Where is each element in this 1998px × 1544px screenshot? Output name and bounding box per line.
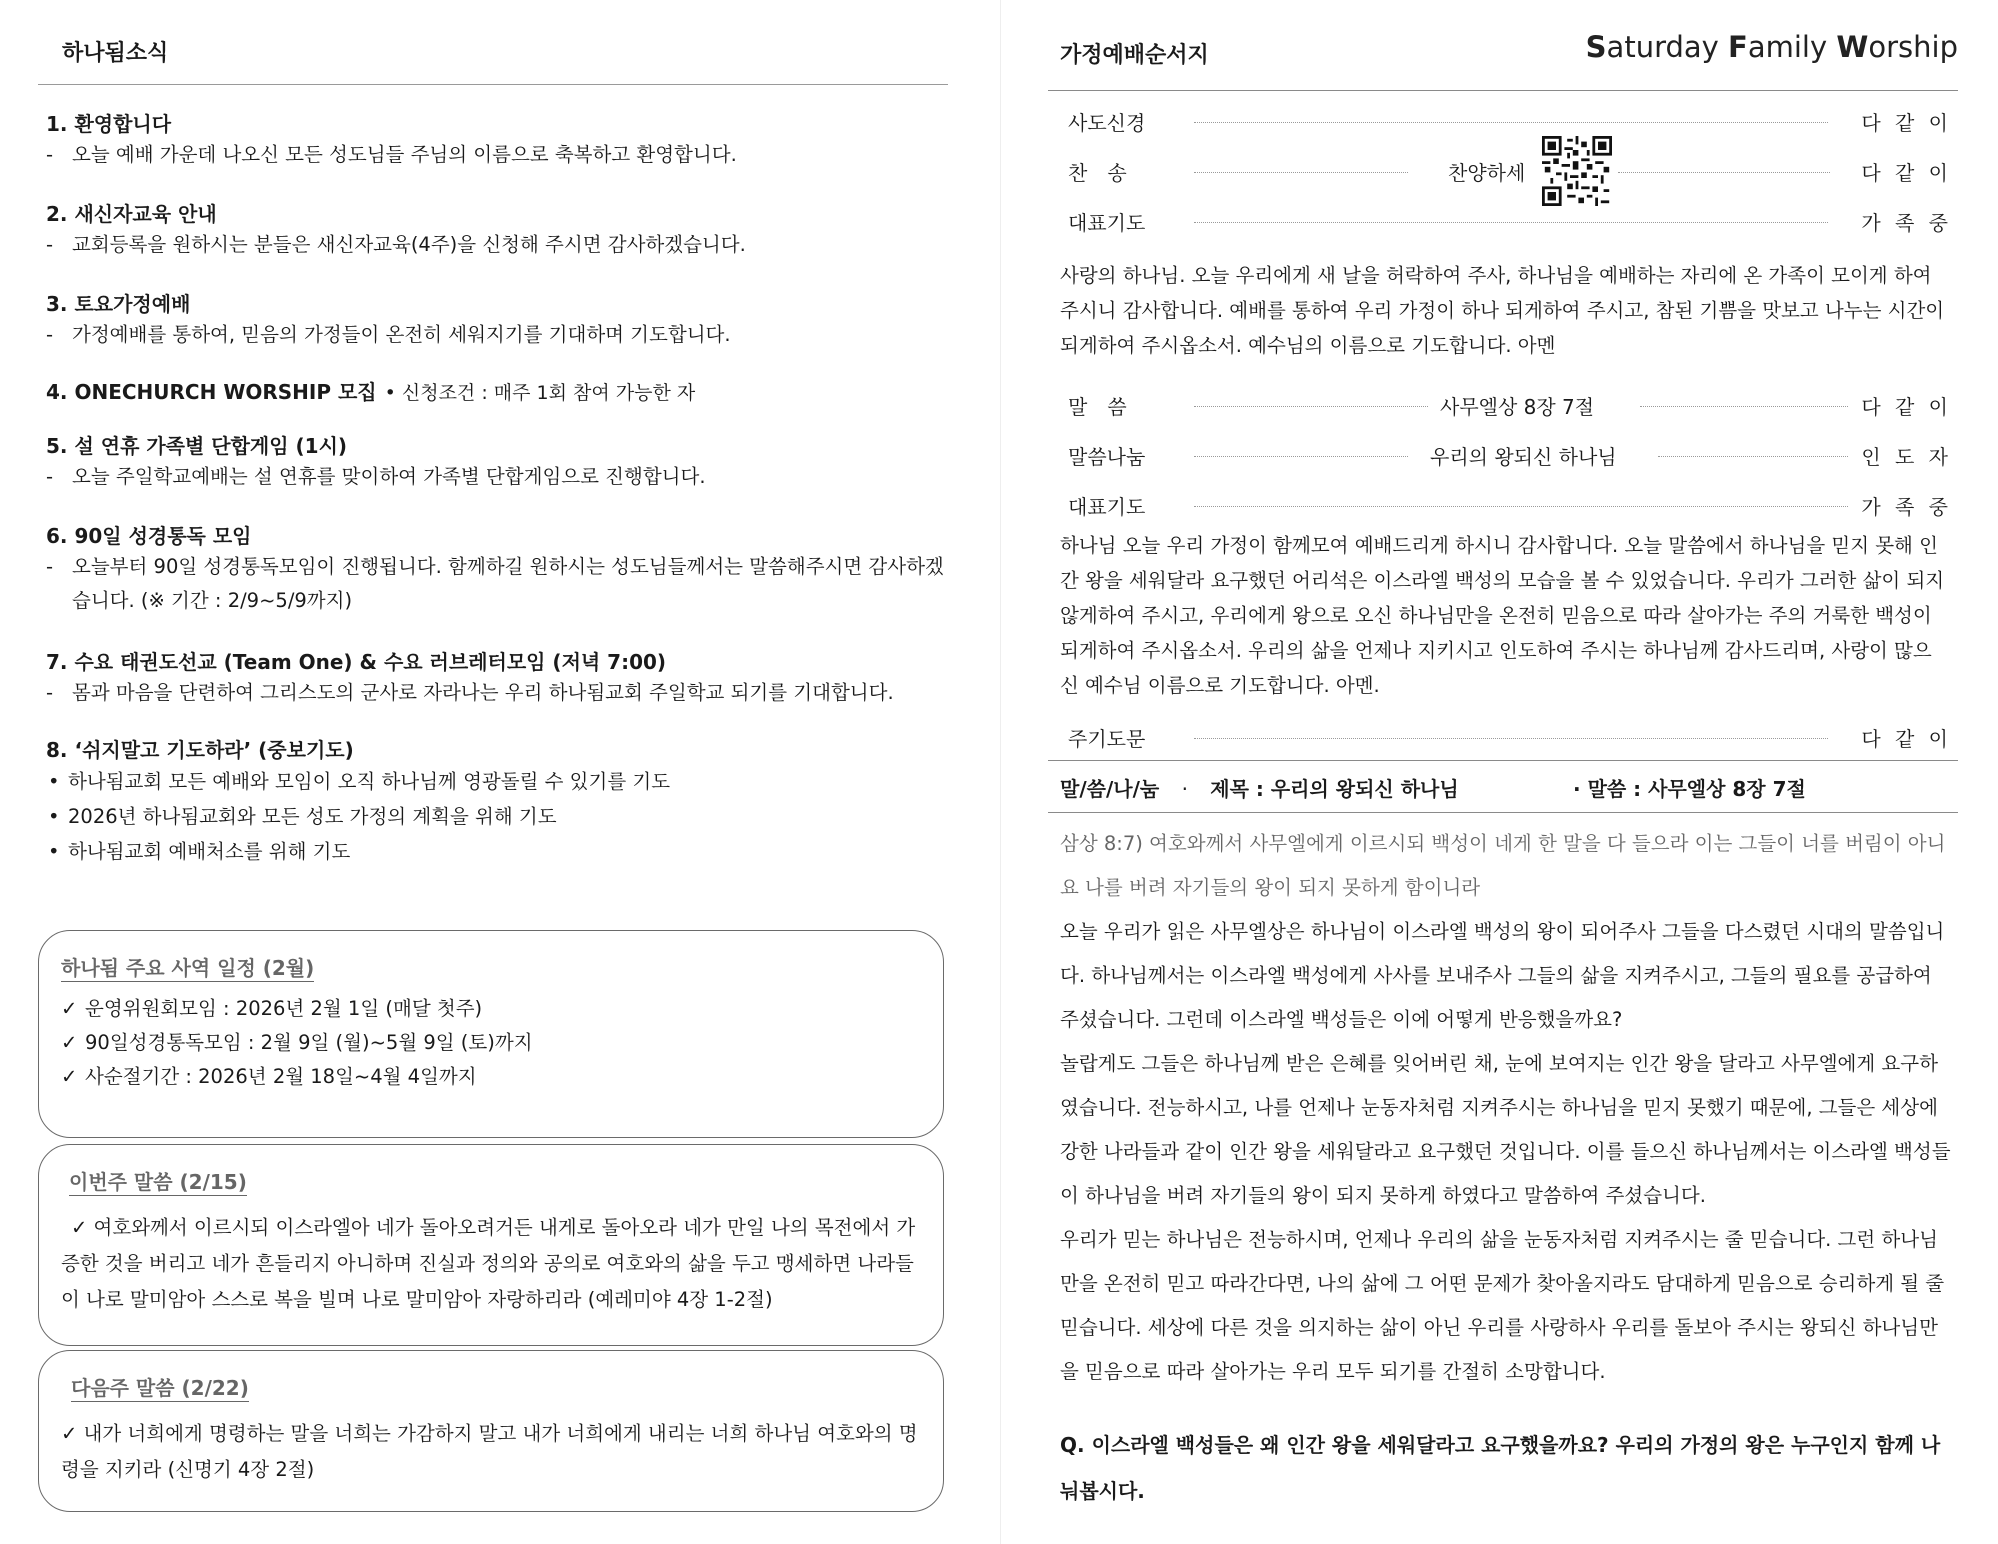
order-row-creed: 사도신경 다 같 이 xyxy=(1068,111,1952,135)
this-week-title: 이번주 말씀 (2/15) xyxy=(69,1170,247,1194)
notice-title: 1. 환영합니다 xyxy=(46,112,172,136)
sermon-paragraph: 우리가 믿는 하나님은 전능하시며, 언제나 우리의 삶을 눈동자처럼 지켜주시는 줄 믿습니다. 그런 하나님만을 온전히 믿고 따라간다면, 나의 삶에 그 어떤 문제가 찾아올지라도 담대하게 믿음으로 승리하게 될 줄 믿습니다. 세상에 다른 것을 의지하는 삶이 아닌 우리를 사랑하사 우리를 돌보아 주시는 왕되신 하나님만을 믿음으로 따라 살아가는 우리 모두 되기를 간절히 소망합니다. xyxy=(1060,1228,1945,1383)
schedule-item: ✓ 운영위원회모임 : 2026년 2월 1일 (매달 첫주) xyxy=(61,992,923,1026)
check-icon: ✓ xyxy=(61,1065,78,1088)
section-rule xyxy=(1048,812,1958,813)
notice-line: - 교회등록을 원하시는 분들은 새신자교육(4주)을 신청해 주시면 감사하겠습니다. xyxy=(46,233,746,256)
check-icon: ✓ xyxy=(61,1031,78,1054)
this-week-box xyxy=(38,1144,944,1346)
notice-line: - 오늘부터 90일 성경통독모임이 진행됩니다. 함께하길 원하시는 성도님들께서는 말씀해주시면 감사하겠습니다. (※ 기간 : 2/9~5/9까지) xyxy=(46,555,944,612)
worship-title: 가정예배순서지 xyxy=(1060,43,1209,68)
schedule-item: ✓ 사순절기간 : 2026년 2월 18일~4월 4일까지 xyxy=(61,1060,923,1094)
order-row-hymn: 찬송 찬양하세 다 같 이 xyxy=(1068,161,1952,185)
qr-code-icon[interactable] xyxy=(1542,136,1612,206)
notice-8 xyxy=(46,736,946,869)
check-icon: ✓ xyxy=(71,1216,88,1239)
sermon-header: 말/씀/나/눔 · 제목 : 우리의 왕되신 하나님 · 말씀 : 사무엘상 8장 7절 xyxy=(1060,777,1806,801)
check-icon: ✓ xyxy=(61,997,78,1020)
page-divider xyxy=(1000,0,1001,1544)
next-week-title: 다음주 말씀 (2/22) xyxy=(71,1376,249,1400)
prayer-bullet: • 하나됨교회 모든 예배와 모임이 오직 하나님께 영광돌릴 수 있기를 기도 xyxy=(48,770,671,793)
brand-heading: Saturday Family Worship xyxy=(1585,30,1958,64)
notice-title: 7. 수요 태권도선교 (Team One) & 수요 러브레터모임 (저녁 7:00) xyxy=(46,650,667,674)
order-row-lords-prayer: 주기도문 다 같 이 xyxy=(1068,727,1952,751)
title-rule xyxy=(1048,90,1958,91)
next-week-box xyxy=(38,1350,944,1512)
schedule-box xyxy=(38,930,944,1138)
notice-7 xyxy=(46,648,946,710)
prayer-bullet: • 하나됨교회 예배처소를 위해 기도 xyxy=(48,840,351,863)
prayer-bullet: • 2026년 하나됨교회와 모든 성도 가정의 계획을 위해 기도 xyxy=(48,805,557,828)
notice-title: 8. ‘쉬지말고 기도하라’ (중보기도) xyxy=(46,738,354,762)
notice-line: - 몸과 마음을 단련하여 그리스도의 군사로 자라나는 우리 하나됨교회 주일학교 되기를 기대합니다. xyxy=(46,681,894,704)
check-icon: ✓ xyxy=(61,1422,78,1445)
notice-line: - 오늘 주일학교예배는 설 연휴를 맞이하여 가족별 단합게임으로 진행합니다. xyxy=(46,465,706,488)
section-rule xyxy=(1048,760,1958,761)
notice-title: 2. 새신자교육 안내 xyxy=(46,202,217,226)
scripture-verse: 삼상 8:7) 여호와께서 사무엘에게 이르시되 백성이 네게 한 말을 다 들으라 이는 그들이 너를 버림이 아니요 나를 버려 자기들의 왕이 되지 못하게 함이니라 xyxy=(1060,832,1946,899)
notice-2 xyxy=(46,200,946,262)
notice-line: - 오늘 예배 가운데 나오신 모든 성도님들 주님의 이름으로 축복하고 환영합니다. xyxy=(46,143,737,166)
notice-1 xyxy=(46,110,946,172)
title-rule xyxy=(38,84,948,85)
schedule-item: ✓ 90일성경통독모임 : 2월 9일 (월)~5월 9일 (토)까지 xyxy=(61,1026,923,1060)
news-title: 하나됨소식 xyxy=(62,41,169,66)
notice-meta: • 신청조건 : 매주 1회 참여 가능한 자 xyxy=(384,382,696,404)
order-row-prayer-2: 대표기도 가 족 중 xyxy=(1068,495,1952,519)
closing-prayer: 하나님 오늘 우리 가정이 함께모여 예배드리게 하시니 감사합니다. 오늘 말씀에서 하나님을 믿지 못해 인간 왕을 세워달라 요구했던 어리석은 이스라엘 백성의 모습을 볼 수 있었습니다. 우리가 그러한 삶이 되지 않게하여 주시고, 우리에게 왕으로 오신 하나님만을 온전히 믿음으로 따라 살아가는 주의 거룩한 백성이 되게하여 주시옵소서. 우리의 삶을 언제나 지키시고 인도하여 주시는 하나님께 감사드리며, 사랑이 많으신 예수님 이름으로 기도합니다. 아멘. xyxy=(1060,534,1945,697)
next-week-verse: ✓ 내가 너희에게 명령하는 말을 너희는 가감하지 말고 내가 너희에게 내리는 너희 하나님 여호와의 명령을 지키라 (신명기 4장 2절) xyxy=(61,1422,918,1481)
notice-6 xyxy=(46,522,946,618)
sermon-paragraph: 놀랍게도 그들은 하나님께 받은 은혜를 잊어버린 채, 눈에 보여지는 인간 왕을 달라고 사무엘에게 요구하였습니다. 전능하시고, 나를 언제나 눈동자처럼 지켜주시는 하나님을 믿지 못했기 때문에, 그들은 세상에 강한 나라들과 같이 인간 왕을 세워달라고 요구했던 것입니다. 이를 들으신 하나님께서는 이스라엘 백성들이 하나님을 버려 자기들의 왕이 되지 못하게 하였다고 말씀하여 주셨습니다. xyxy=(1060,1052,1951,1207)
notice-4 xyxy=(46,378,946,407)
order-row-sharing: 말씀나눔 우리의 왕되신 하나님 인 도 자 xyxy=(1068,445,1952,469)
this-week-verse: ✓ 여호와께서 이르시되 이스라엘아 네가 돌아오려거든 내게로 돌아오라 네가 만일 나의 목전에서 가증한 것을 버리고 네가 흔들리지 아니하며 진실과 정의와 공의로 여호와의 삶을 두고 맹세하면 나라들이 나로 말미암아 스스로 복을 빌며 나로 말미암아 자랑하리라 (예레미야 4장 1-2절) xyxy=(61,1216,916,1311)
notice-title: 6. 90일 성경통독 모임 xyxy=(46,524,252,548)
opening-prayer: 사랑의 하나님. 오늘 우리에게 새 날을 허락하여 주사, 하나님을 예배하는 자리에 온 가족이 모이게 하여 주시니 감사합니다. 예배를 통하여 우리 가정이 하나 되게하여 주시고, 참된 기쁨을 맛보고 나누는 시간이 되게하여 주시옵소서. 예수님의 이름으로 기도합니다. 아멘 xyxy=(1060,264,1945,357)
notice-title: 3. 토요가정예배 xyxy=(46,292,191,316)
discussion-question: Q. 이스라엘 백성들은 왜 인간 왕을 세워달라고 요구했을까요? 우리의 가정의 왕은 누구인지 함께 나눠봅시다. xyxy=(1060,1433,1941,1503)
sermon-paragraph: 오늘 우리가 읽은 사무엘상은 하나님이 이스라엘 백성의 왕이 되어주사 그들을 다스렸던 시대의 말씀입니다. 하나님께서는 이스라엘 백성에게 사사를 보내주사 그들의 삶을 지켜주시고, 그들의 필요를 공급하여 주셨습니다. 그런데 이스라엘 백성들은 이에 어떻게 반응했을까요? xyxy=(1060,920,1945,1031)
order-row-scripture: 말씀 사무엘상 8장 7절 다 같 이 xyxy=(1068,395,1952,419)
notice-title: 4. ONECHURCH WORSHIP 모집 • 신청조건 : 매주 1회 참여 가능한 자 xyxy=(46,380,696,404)
notice-title: 5. 설 연휴 가족별 단합게임 (1시) xyxy=(46,434,348,458)
order-row-prayer: 대표기도 가 족 중 xyxy=(1068,211,1952,235)
notice-5 xyxy=(46,432,946,494)
schedule-title: 하나됨 주요 사역 일정 (2월) xyxy=(61,956,315,980)
notice-line: - 가정예배를 통하여, 믿음의 가정들이 온전히 세워지기를 기대하며 기도합니다. xyxy=(46,323,731,346)
notice-3 xyxy=(46,290,946,352)
